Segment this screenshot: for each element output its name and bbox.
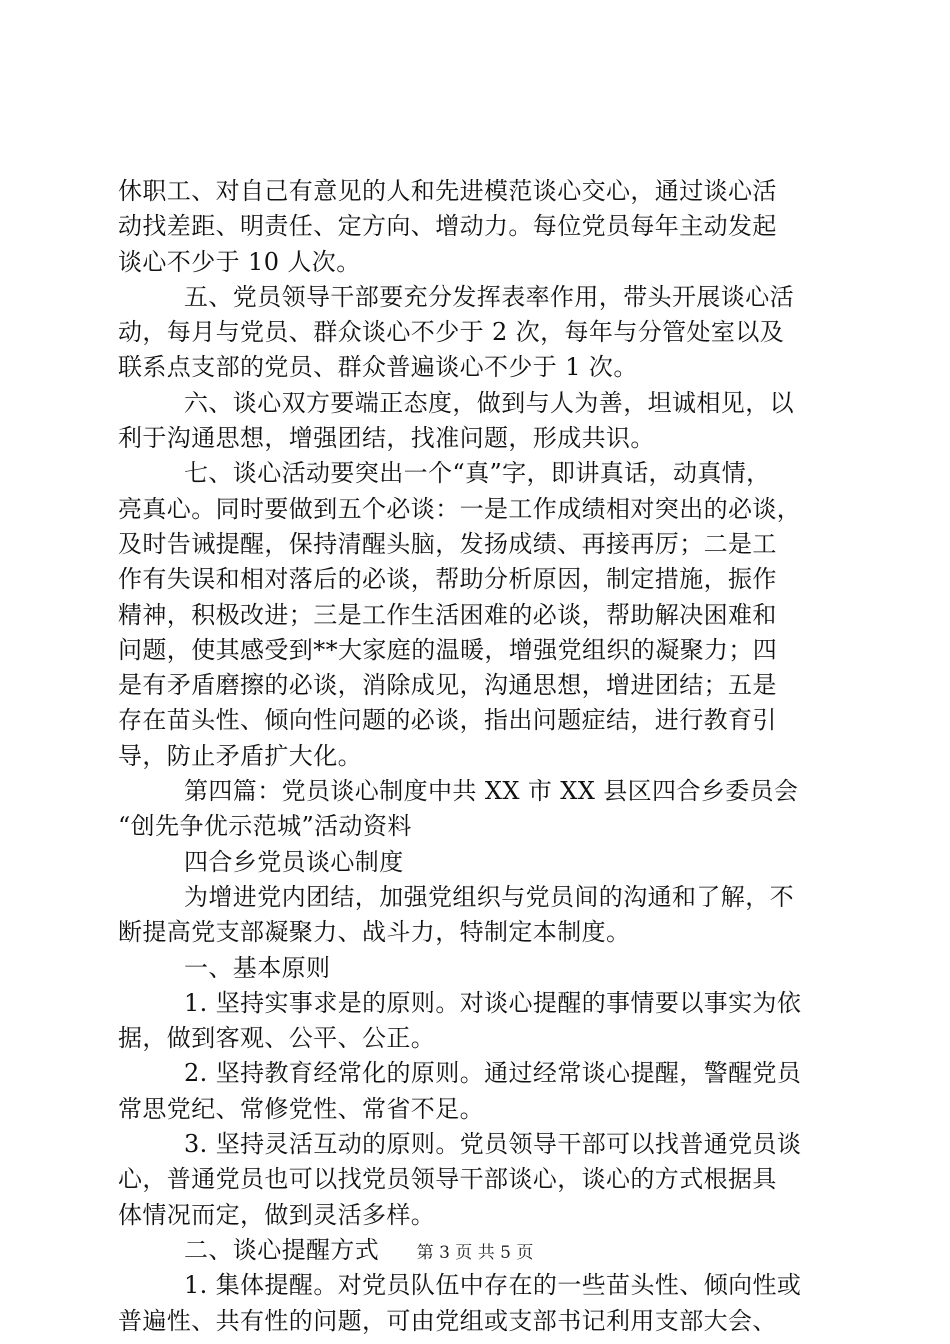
text-line: 据，做到客观、公平、公正。 (118, 1024, 436, 1053)
text-line: 3. 坚持灵活互动的原则。党员领导干部可以找普通党员谈 (184, 1130, 802, 1159)
text-line: 为增进党内团结，加强党组织与党员间的沟通和了解，不 (184, 882, 794, 911)
text-line: 四合乡党员谈心制度 (184, 847, 404, 876)
text-line: 亮真心。同时要做到五个必谈：一是工作成绩相对突出的必谈， (118, 494, 802, 523)
text-line: 利于沟通思想，增强团结，找准问题，形成共识。 (118, 424, 655, 453)
text-line: 2. 坚持教育经常化的原则。通过经常谈心提醒，警醒党员 (184, 1059, 802, 1088)
text-line: 体情况而定，做到灵活多样。 (118, 1200, 436, 1229)
text-line: 动找差距、明责任、定方向、增动力。每位党员每年主动发起 (118, 212, 777, 241)
text-line: 二、谈心提醒方式 (184, 1235, 380, 1264)
text-line: 心，普通党员也可以找党员领导干部谈心，谈心的方式根据具 (118, 1165, 777, 1194)
text-line: 1. 集体提醒。对党员队伍中存在的一些苗头性、倾向性或 (184, 1271, 802, 1300)
text-line: 联系点支部的党员、群众普遍谈心不少于 1 次。 (118, 353, 638, 382)
text-line: 作有失误和相对落后的必谈，帮助分析原因，制定措施，振作 (118, 565, 777, 594)
document-body (118, 174, 834, 1339)
text-line: “创先争优示范城”活动资料 (118, 812, 412, 841)
text-line: 是有矛盾磨擦的必谈，消除成见，沟通思想，增进团结；五是 (118, 671, 777, 700)
text-line: 五、党员领导干部要充分发挥表率作用，带头开展谈心活 (184, 282, 794, 311)
text-line: 问题，使其感受到**大家庭的温暖，增强党组织的凝聚力；四 (118, 635, 778, 664)
text-line: 断提高党支部凝聚力、战斗力，特制定本制度。 (118, 918, 631, 947)
text-line: 精神，积极改进；三是工作生活困难的必谈，帮助解决困难和 (118, 600, 777, 629)
text-line: 动，每月与党员、群众谈心不少于 2 次，每年与分管处室以及 (118, 318, 785, 347)
text-line: 普遍性、共有性的问题，可由党组或支部书记利用支部大会、 (118, 1306, 777, 1335)
text-line: 谈心不少于 10 人次。 (118, 247, 361, 276)
text-line: 一、基本原则 (184, 953, 331, 982)
text-line: 第四篇：党员谈心制度中共 XX 市 XX 县区四合乡委员会 (184, 777, 799, 806)
text-line: 休职工、对自己有意见的人和先进模范谈心交心，通过谈心活 (118, 177, 777, 205)
text-line: 及时告诫提醒，保持清醒头脑，发扬成绩、再接再厉；二是工 (118, 529, 777, 558)
text-line: 导，防止矛盾扩大化。 (118, 741, 362, 770)
text-line: 六、谈心双方要端正态度，做到与人为善，坦诚相见，以 (184, 388, 794, 417)
text-line: 七、谈心活动要突出一个“真”字，即讲真话，动真情， (184, 459, 771, 488)
text-line: 存在苗头性、倾向性问题的必谈，指出问题症结，进行教育引 (118, 706, 777, 735)
page-footer: 第 3 页 共 5 页 (416, 1243, 534, 1263)
text-line: 1. 坚持实事求是的原则。对谈心提醒的事情要以事实为依 (184, 988, 802, 1017)
text-line: 常思党纪、常修党性、常省不足。 (118, 1094, 484, 1123)
